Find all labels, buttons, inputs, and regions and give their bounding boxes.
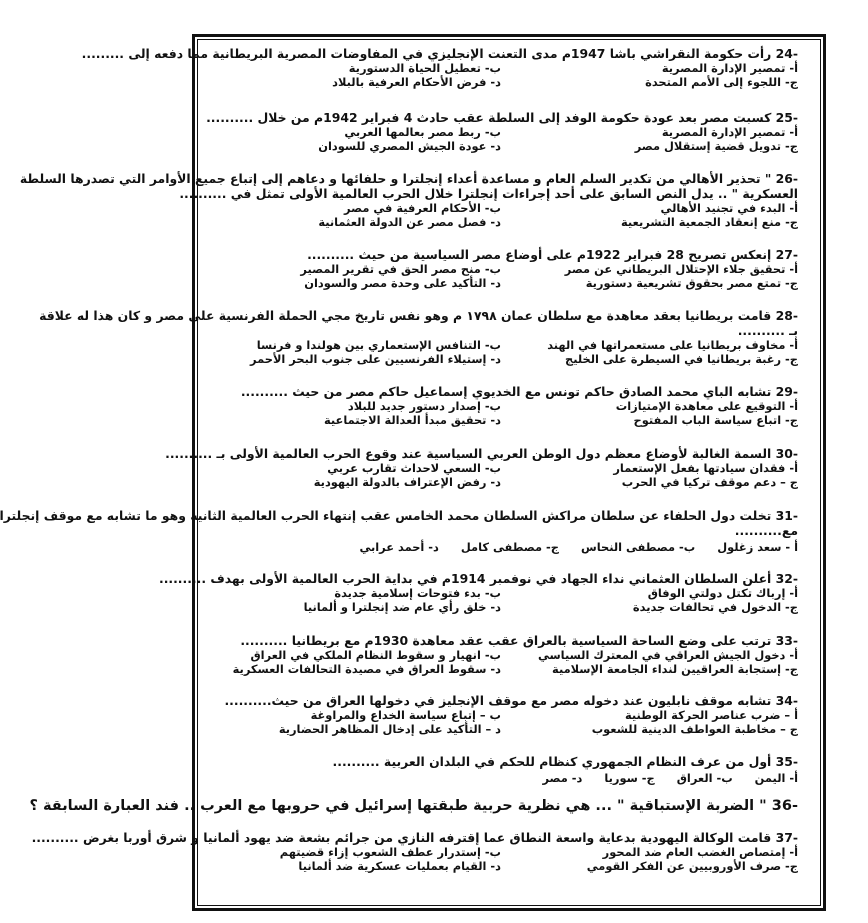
option-d[interactable]: د- أحمد عرابي <box>359 540 439 554</box>
option-c[interactable]: ج – مخاطبة العواطف الدينية للشعوب <box>591 722 798 736</box>
question-28 <box>39 308 798 366</box>
option-b[interactable]: ب- تعطيل الحياة الدستورية <box>348 61 501 75</box>
question-stem: 32- أعلن السلطان العثماني نداء الجهاد في نوفمبر 1914م في بداية الحرب العالمية الأولى بهدف .......... <box>158 571 798 586</box>
option-a[interactable]: أ- إمتصاص الغضب العام ضد المحور <box>602 845 798 859</box>
question-stem: 28- قامت بريطانيا بعقد معاهدة مع سلطان عمان ١٧٩٨ م وهو نفس تاريخ مجي الحملة الفرنسية علي مصر و كان هذا له علاقة <box>39 308 798 323</box>
option-b[interactable]: ب- بدء فتوحات إسلامية جديدة <box>334 586 501 600</box>
question-stem-line2: العسكرية " .. يدل النص السابق على أحد إجراءات إنجلترا خلال الحرب العالمية الأولى تمثل في .......... <box>179 186 798 201</box>
option-d[interactable]: د- عودة الجيش المصري للسودان <box>318 139 501 153</box>
option-d[interactable]: د- خلق رأي عام ضد إنجلترا و ألمانيا <box>303 600 501 614</box>
option-d[interactable]: د- القيام بعمليات عسكرية ضد ألمانيا <box>298 859 501 873</box>
option-b[interactable]: ب- ربط مصر بعالمها العربي <box>344 125 501 139</box>
option-c[interactable]: ج- سوريا <box>604 771 655 785</box>
question-34 <box>204 693 798 736</box>
option-c[interactable]: ج- إستجابة العراقيين لنداء الجامعة الإسلامية <box>552 662 798 676</box>
option-c[interactable]: ج- صرف الأوروبيين عن الفكر القومي <box>586 859 798 873</box>
question-stem: 37- قامت الوكالة اليهودية بدعاية واسعة النطاق عما إقترفه النازي من جرائم بشعة ضد يهود ألمانيا و شرق أوربا بغرض .......... <box>31 830 798 845</box>
question-stem: 33- ترتب على وضع الساحة السياسية بالعراق عقب عقد معاهدة 1930م مع بريطانيا .......... <box>240 633 798 648</box>
question-30 <box>165 446 798 489</box>
option-d[interactable]: د- سقوط العراق في مصيدة التحالفات العسكرية <box>232 662 501 676</box>
option-c[interactable]: ج- منع إنعقاد الجمعية التشريعية <box>621 215 798 229</box>
option-a[interactable]: أ- فقدان سيادتها بفعل الإستعمار <box>613 461 798 475</box>
option-c[interactable]: ج- مصطفى كامل <box>460 540 559 554</box>
option-d[interactable]: د- إستيلاء الفرنسيين على جنوب البحر الأحمر <box>250 352 501 366</box>
question-26 <box>19 171 798 229</box>
question-stem: 25- كسبت مصر بعد عودة حكومة الوفد إلى السلطة عقب حادث 4 فبراير 1942م من خلال .......... <box>206 110 798 125</box>
question-stem-line2: بـ .......... <box>737 323 798 338</box>
question-27 <box>204 247 798 290</box>
option-b[interactable]: ب- منح مصر الحق في تقرير المصير <box>300 262 501 276</box>
question-36 <box>29 797 798 815</box>
option-d[interactable]: د- فصل مصر عن الدولة العثمانية <box>318 215 501 229</box>
option-a[interactable]: أ- اليمن <box>754 771 798 785</box>
option-a[interactable]: أ- إرباك تكتل دولتي الوفاق <box>647 586 798 600</box>
option-c[interactable]: ج- اتباع سياسة الباب المفتوح <box>633 413 798 427</box>
question-stem: 26- " تحذير الأهالي من تكدير السلم العام و مساعدة أعداء إنجلترا و حلفائها و دعاهم إلى إتباع جميع الأوامر التي تصدرها السلطة <box>19 171 798 186</box>
option-a[interactable]: أ- التوقيع على معاهدة الإمتيازات <box>615 399 798 413</box>
option-c[interactable]: ج- تدويل قضية إستقلال مصر <box>634 139 798 153</box>
option-a[interactable]: أ- تمصير الإدارة المصرية <box>661 125 798 139</box>
option-d[interactable]: د- فرض الأحكام العرفية بالبلاد <box>332 75 501 89</box>
question-stem: 29- تشابه الباي محمد الصادق حاكم تونس مع الخديوي إسماعيل حاكم مصر من حيث .......... <box>240 384 798 399</box>
option-c[interactable]: ج- الدخول في تحالفات جديدة <box>632 600 798 614</box>
option-d[interactable]: د- تحقيق مبدأ العدالة الاجتماعية <box>324 413 501 427</box>
question-29 <box>204 384 798 427</box>
question-35 <box>204 754 798 785</box>
option-c[interactable]: ج- تمتع مصر بحقوق تشريعية دستورية <box>585 276 798 290</box>
option-a[interactable]: أ – ضرب عناصر الحركة الوطنية <box>624 708 798 722</box>
question-stem: 34- تشابه موقف نابليون عند دخوله مصر مع موقف الإنجليز في دخولها العراق من حيث.......... <box>224 693 798 708</box>
question-32 <box>158 571 798 614</box>
option-b[interactable]: ب- انهيار و سقوط النظام الملكي في العراق <box>250 648 501 662</box>
question-stem-line2: مع.......... <box>734 523 798 538</box>
option-b[interactable]: ب- مصطفى النحاس <box>580 540 696 554</box>
option-a[interactable]: أ- البدء في تجنيد الأهالي <box>660 201 798 215</box>
question-stem: 30- السمة الغالبة لأوضاع معظم دول الوطن العربي السياسية عند وقوع الحرب العالمية الأولى بـ .......... <box>165 446 798 461</box>
option-d[interactable]: د – التأكيد على إدخال المظاهر الحضارية <box>278 722 501 736</box>
option-a[interactable]: أ- تمصير الإدارة المصرية <box>661 61 798 75</box>
question-stem: 36- " الضربة الإستباقية " ... هي نظرية حربية طبقتها إسرائيل في حروبها مع العرب .. فند العبارة السابقة ؟ <box>29 798 798 814</box>
question-24 <box>81 46 798 89</box>
question-stem: 35- أول من عرف النظام الجمهوري كنظام للحكم في البلدان العربية .......... <box>332 754 798 769</box>
option-b[interactable]: ب – إتباع سياسة الخداع والمراوغة <box>310 708 501 722</box>
question-37 <box>31 830 798 873</box>
option-c[interactable]: ج- رغبة بريطانيا في السيطرة على الخليج <box>564 352 798 366</box>
question-33 <box>204 633 798 676</box>
option-b[interactable]: ب- إصدار دستور جديد للبلاد <box>347 399 501 413</box>
option-b[interactable]: ب- الأحكام العرفية في مصر <box>344 201 501 215</box>
option-b[interactable]: ب- العراق <box>676 771 733 785</box>
option-a[interactable]: أ- دخول الجيش العراقي في المعترك السياسي <box>537 648 798 662</box>
option-d[interactable]: د- رفض الإعتراف بالدولة اليهودية <box>313 475 501 489</box>
option-a[interactable]: أ- مخاوف بريطانيا على مستعمراتها في الهند <box>547 338 798 352</box>
option-c[interactable]: ج – دعم موقف تركيا في الحرب <box>621 475 798 489</box>
option-d[interactable]: د- التأكيد على وحدة مصر والسودان <box>304 276 501 290</box>
question-stem: 24- رأت حكومة النقراشي باشا 1947م مدى التعنت الإنجليزي في المفاوضات المصرية البريطانية مما دفعه إلى ......... <box>81 46 798 61</box>
option-b[interactable]: ب- السعي لاحداث تقارب عربي <box>327 461 501 475</box>
question-31 <box>0 508 798 554</box>
question-stem: 31- تخلت دول الحلفاء عن سلطان مراكش السلطان محمد الخامس عقب إنتهاء الحرب العالمية الثانية وهو ما تشابه مع موقف إنجلترا <box>0 508 798 523</box>
option-c[interactable]: ج- اللجوء إلى الأمم المتحدة <box>645 75 798 89</box>
option-a[interactable]: أ - سعد زغلول <box>717 540 798 554</box>
question-25 <box>204 110 798 153</box>
option-b[interactable]: ب- التنافس الإستعماري بين هولندا و فرنسا <box>256 338 501 352</box>
option-a[interactable]: أ- تحقيق جلاء الإحتلال البريطاني عن مصر <box>564 262 798 276</box>
option-d[interactable]: د- مصر <box>542 771 583 785</box>
question-stem: 27- إنعكس تصريح 28 فبراير 1922م على أوضاع مصر السياسية من حيث .......... <box>307 247 798 262</box>
option-b[interactable]: ب- إستدرار عطف الشعوب إزاء قضيتهم <box>279 845 501 859</box>
